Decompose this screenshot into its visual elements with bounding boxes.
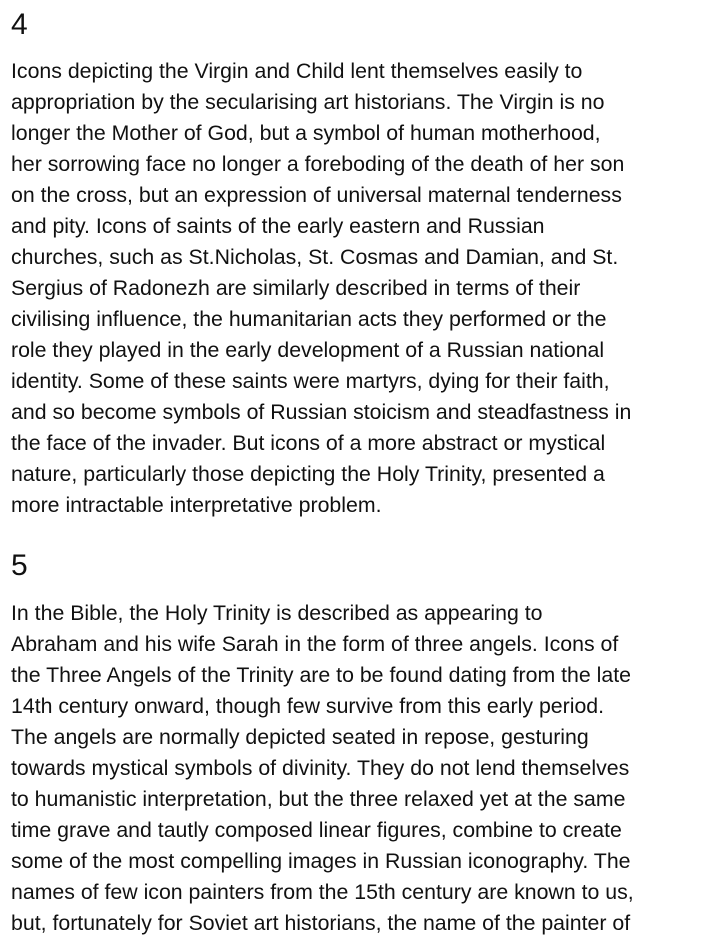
text-line: more intractable interpretative problem. [11, 493, 382, 517]
text-line: the face of the invader. But icons of a more abstract or mystical [11, 431, 606, 455]
text-line: civilising influence, the humanitarian acts they performed or the [11, 307, 607, 331]
text-line: and so become symbols of Russian stoicism and steadfastness in [11, 400, 632, 424]
text-line: role they played in the early development of a Russian national [11, 338, 605, 362]
text-line: some of the most compelling images in Russian iconography. The [11, 849, 631, 873]
text-line: 14th century onward, though few survive from this early period. [11, 694, 605, 718]
text-line: In the Bible, the Holy Trinity is described as appearing to [11, 601, 543, 625]
text-line: names of few icon painters from the 15th century are known to us, [11, 880, 634, 904]
text-line: to humanistic interpretation, but the three relaxed yet at the same [11, 787, 626, 811]
text-line: time grave and tautly composed linear figures, combine to create [11, 818, 622, 842]
text-line: appropriation by the secularising art historians. The Virgin is no [11, 90, 605, 114]
text-line: identity. Some of these saints were martyrs, dying for their faith, [11, 369, 610, 393]
text-line: but, fortunately for Soviet art historians, the name of the painter of [11, 911, 631, 935]
text-line: The angels are normally depicted seated in repose, gesturing [11, 725, 589, 749]
text-line: churches, such as St.Nicholas, St. Cosmas and Damian, and St. [11, 245, 619, 269]
text-line: on the cross, but an expression of universal maternal tenderness [11, 183, 622, 207]
text-line: longer the Mother of God, but a symbol of human motherhood, [11, 121, 601, 145]
text-line: Icons depicting the Virgin and Child lent themselves easily to [11, 59, 583, 83]
section-number: 4 [11, 8, 28, 41]
text-line: nature, particularly those depicting the Holy Trinity, presented a [11, 462, 605, 486]
text-line: the Three Angels of the Trinity are to be found dating from the late [11, 663, 631, 687]
text-line: and pity. Icons of saints of the early eastern and Russian [11, 214, 545, 238]
text-line: Sergius of Radonezh are similarly described in terms of their [11, 276, 581, 300]
section-number: 5 [11, 549, 28, 582]
text-line: Abraham and his wife Sarah in the form of three angels. Icons of [11, 632, 619, 656]
text-line: towards mystical symbols of divinity. They do not lend themselves [11, 756, 630, 780]
text-line: her sorrowing face no longer a foreboding of the death of her son [11, 152, 625, 176]
